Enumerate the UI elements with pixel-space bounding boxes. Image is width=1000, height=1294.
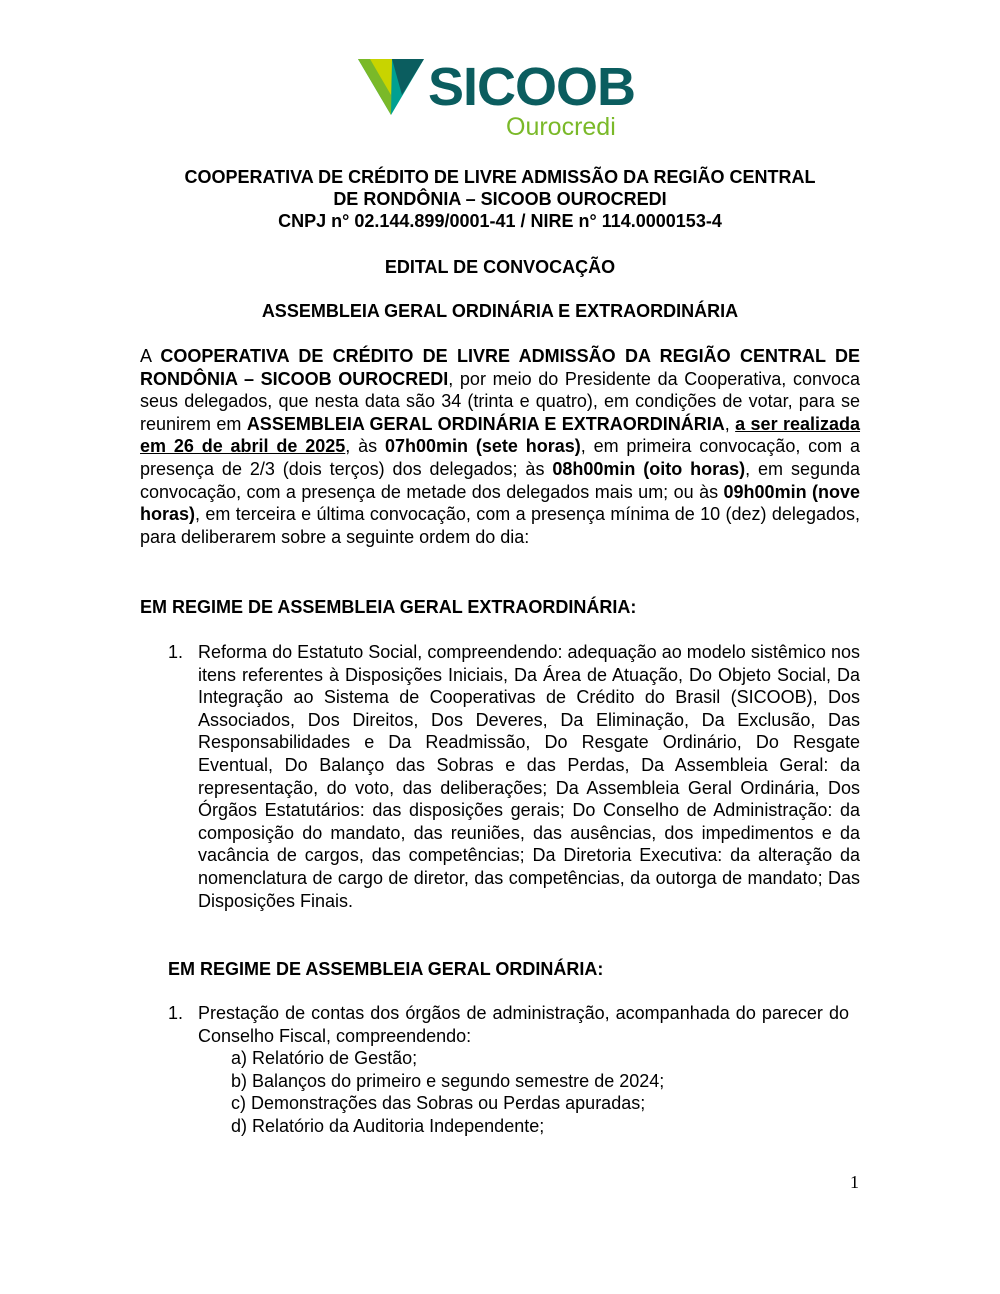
header-line-1: COOPERATIVA DE CRÉDITO DE LIVRE ADMISSÃO DA REGIÃO CENTRAL	[184, 167, 816, 187]
sicoob-triangle-icon	[356, 55, 426, 117]
intro-text: A	[140, 346, 161, 366]
ordinary-heading: EM REGIME DE ASSEMBLEIA GERAL ORDINÁRIA:	[168, 959, 604, 979]
item-text: Reforma do Estatuto Social, compreendendo: adequação ao modelo sistêmico nos itens referentes à Disposições Iniciais, Da Área de Atuação, Do Objeto Social, Da Integração ao Sistema de Cooperativas de Crédito do Brasil (SICOOB), Dos Associados, Dos Direitos, Dos Deveres, Da Eliminação, Da Exclusão, Das Responsabilidades e Da Readmissão, Do Resgate Ordinário, Do Resgate Eventual, Do Balanço das Sobras e das Perdas, Da Assembleia Geral: da representação, do voto, das deliberações; Da Assembleia Geral Ordinária, Dos Órgãos Estatutários: das disposições gerais; Do Conselho de Administração: da composição do mandato, das reuniões, das ausências, dos impedimentos e da vacância de cargos, das competências; Da Diretoria Executiva: da alteração da nomenclatura de cargo de diretor, das competências, da outorga de mandato; Das Disposições Finais.	[198, 642, 860, 911]
ordinary-item	[168, 1002, 849, 1047]
intro-text: , em segunda convocação, com a presença de metade dos delegados mais um; ou às	[140, 458, 861, 502]
intro-second-call-time: 08h00min (oito horas)	[552, 458, 746, 479]
intro-assembly-name: ASSEMBLEIA GERAL ORDINÁRIA E EXTRAORDINÁRIA	[246, 413, 725, 434]
extraordinary-item	[168, 641, 860, 912]
header-line-2: DE RONDÔNIA – SICOOB OUROCREDI	[333, 189, 667, 209]
item-number: 1.	[168, 1003, 184, 1023]
item-number: 1.	[168, 642, 184, 662]
intro-coop-name: COOPERATIVA DE CRÉDITO DE LIVRE ADMISSÃO DA REGIÃO CENTRAL DE RONDÔNIA – SICOOB OUROCREDI	[140, 346, 861, 389]
extraordinary-heading: EM REGIME DE ASSEMBLEIA GERAL EXTRAORDINÁRIA:	[140, 597, 637, 617]
intro-first-call-time: 07h00min (sete horas)	[384, 436, 581, 457]
intro-paragraph	[140, 345, 860, 548]
subitem: d) Relatório da Auditoria Independente;	[231, 1115, 545, 1136]
logo-wordmark: SICOOB	[428, 57, 636, 117]
intro-text: , em terceira e última convocação, com a presença mínima de 10 (dez) delegados, para deliberarem sobre a seguinte ordem do dia:	[140, 504, 860, 547]
logo-subtitle: Ourocredi	[506, 113, 616, 141]
intro-date: a ser realizada em 26 de abril de 2025	[140, 413, 861, 457]
intro-text: , às	[345, 436, 385, 457]
item-text: Prestação de contas dos órgãos de administração, acompanhada do parecer do Conselho Fiscal, compreendendo:	[198, 1003, 849, 1046]
subitem: b) Balanços do primeiro e segundo semestre de 2024;	[231, 1070, 665, 1091]
ordinary-subitems	[231, 1047, 664, 1137]
subitem: c) Demonstrações das Sobras ou Perdas apuradas;	[231, 1093, 646, 1114]
page-number: 1	[850, 1172, 859, 1192]
cooperative-header	[140, 166, 860, 232]
subitem: a) Relatório de Gestão;	[231, 1048, 418, 1068]
sicoob-logo	[356, 55, 656, 145]
intro-text: , em primeira convocação, com a presença de 2/3 (dois terços) dos delegados; às	[140, 436, 861, 479]
assembly-title: ASSEMBLEIA GERAL ORDINÁRIA E EXTRAORDINÁRIA	[261, 301, 739, 321]
header-cnpj: CNPJ n° 02.144.899/0001-41 / NIRE n° 114.0000153-4	[278, 211, 722, 231]
intro-third-call-time: 09h00min (nove horas)	[140, 481, 861, 525]
intro-text: , por meio do Presidente da Cooperativa, convoca seus delegados, que nesta data são 34 (trinta e quatro), em condições de votar, para se reunirem em	[140, 368, 860, 434]
intro-text: ,	[724, 413, 736, 434]
edital-title: EDITAL DE CONVOCAÇÃO	[384, 257, 616, 277]
